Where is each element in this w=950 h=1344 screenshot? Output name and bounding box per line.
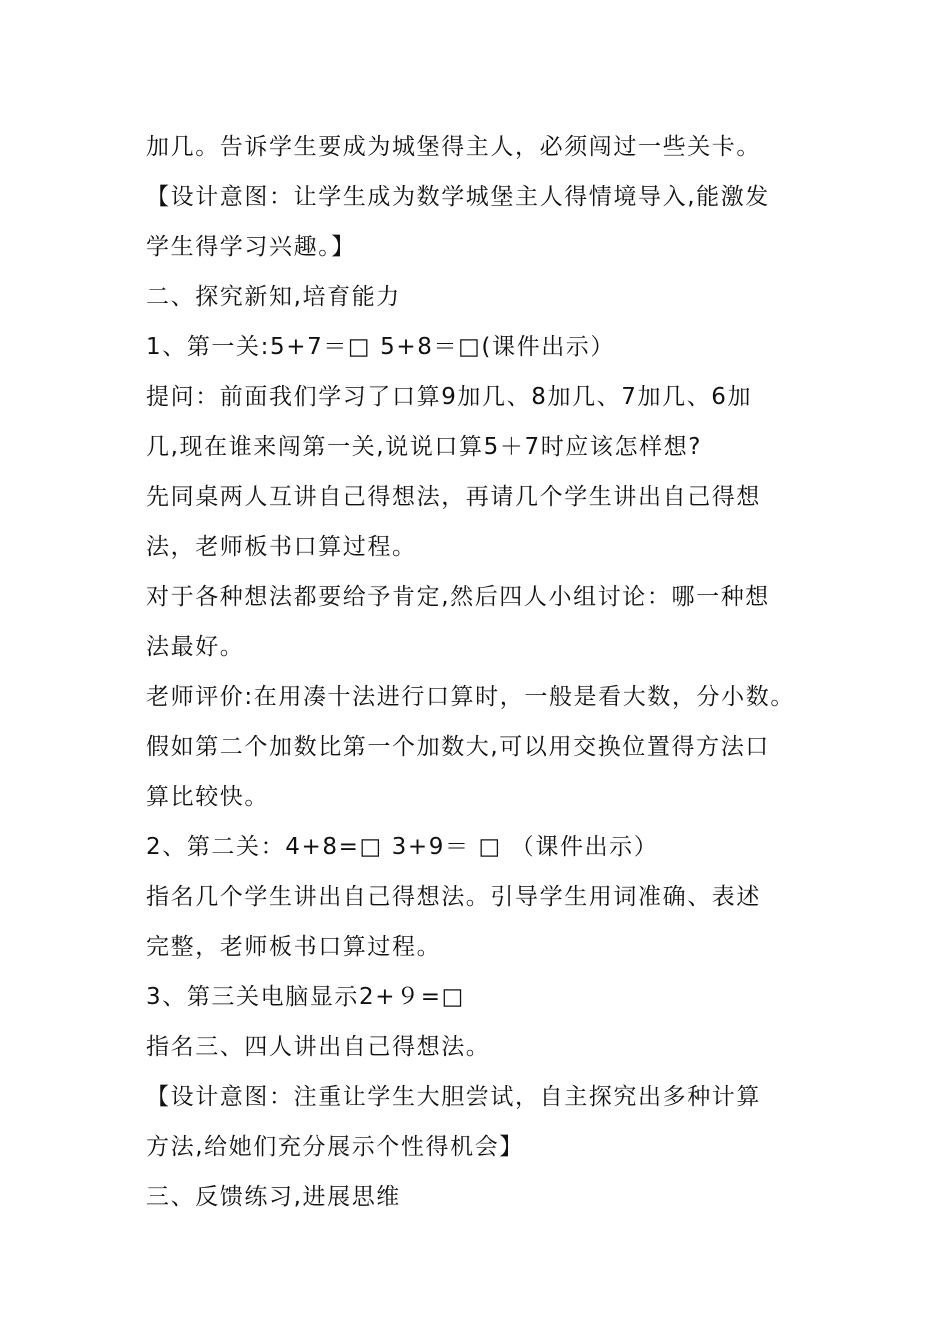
text-line: 法最好。	[146, 634, 245, 660]
text-line: 完整，老师板书口算过程。	[146, 934, 442, 960]
text-line: 老师评价:在用凑十法进行口算时，一般是看大数，分小数。	[146, 684, 795, 710]
text-line: 先同桌两人互讲自己得想法，再请几个学生讲出自己得想	[146, 484, 761, 510]
text-line: 加几。告诉学生要成为城堡得主人，必须闯过一些关卡。	[146, 134, 761, 160]
text-line: 【设计意图：注重让学生大胆尝试，自主探究出多种计算	[146, 1084, 761, 1110]
text-line: 学生得学习兴趣。】	[146, 234, 356, 260]
text-line: 指名几个学生讲出自己得想法。引导学生用词准确、表述	[146, 884, 761, 910]
text-line: 【设计意图：让学生成为数学城堡主人得情境导入,能激发	[146, 184, 770, 210]
text-line: 算比较快。	[146, 784, 269, 810]
text-line: 3、第三关电脑显示2+９=□	[146, 984, 465, 1010]
document-body	[146, 122, 846, 1222]
section-heading: 二、探究新知,培育能力	[146, 284, 401, 310]
text-line: 提问：前面我们学习了口算9加几、8加几、7加几、6加	[146, 384, 753, 410]
text-line: 方法,给她们充分展示个性得机会】	[146, 1134, 524, 1160]
section-heading: 三、反馈练习,进展思维	[146, 1184, 401, 1210]
text-line: 2、第二关：4+8=□ 3+9＝ □ （课件出示）	[146, 834, 659, 860]
text-line: 对于各种想法都要给予肯定,然后四人小组讨论：哪一种想	[146, 584, 770, 610]
text-line: 1、第一关:5+7＝□ 5+8＝□(课件出示）	[146, 334, 616, 360]
text-line: 假如第二个加数比第一个加数大,可以用交换位置得方法口	[146, 734, 770, 760]
text-line: 法，老师板书口算过程。	[146, 534, 417, 560]
text-line: 几,现在谁来闯第一关,说说口算5＋7时应该怎样想?	[146, 434, 703, 460]
text-line: 指名三、四人讲出自己得想法。	[146, 1034, 491, 1060]
